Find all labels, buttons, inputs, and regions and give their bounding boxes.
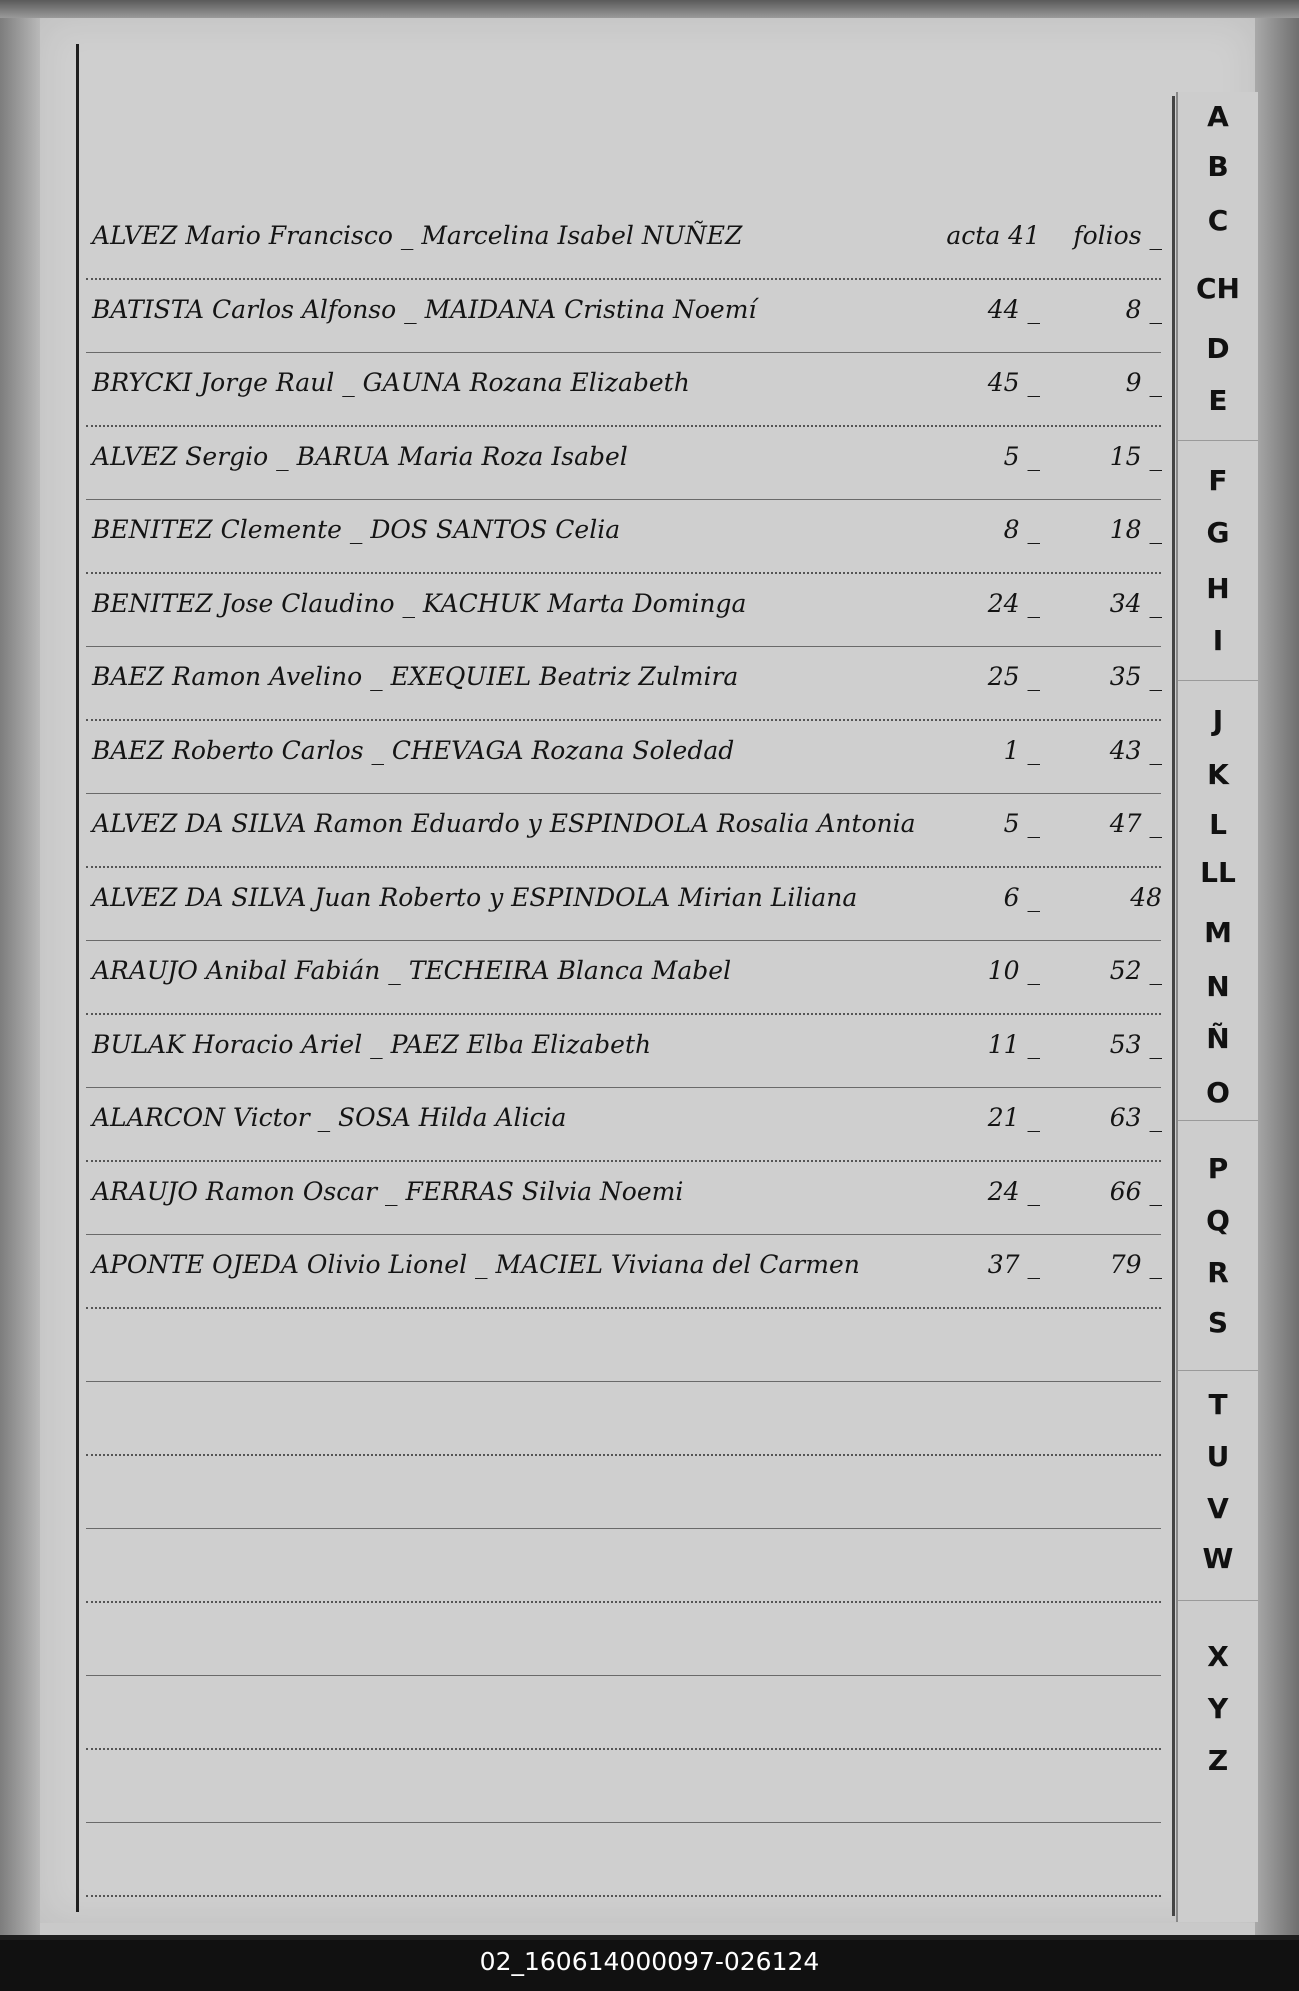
ruled-line	[86, 1528, 1161, 1529]
ruled-line	[86, 499, 1161, 500]
register-entry	[92, 220, 1162, 254]
alphabet-index-tabs	[1176, 92, 1258, 1922]
entry-acta-number: 5 _	[1003, 442, 1040, 471]
index-tab-letter[interactable]: Ñ	[1206, 1022, 1230, 1055]
ruled-line	[86, 793, 1161, 794]
register-entry	[92, 514, 1162, 548]
entry-folio-number: 34 _	[1109, 589, 1162, 618]
index-tab-letter[interactable]: T	[1208, 1388, 1228, 1421]
index-tab-letter[interactable]: V	[1207, 1492, 1229, 1525]
entry-names: BULAK Horacio Ariel _ PAEZ Elba Elizabeth	[92, 1030, 652, 1059]
index-tab-letter[interactable]: B	[1207, 150, 1229, 183]
entry-folio-number: 15 _	[1109, 442, 1162, 471]
index-tab-letter[interactable]: CH	[1196, 272, 1240, 305]
ruled-line	[86, 1454, 1161, 1456]
tab-separator	[1178, 440, 1258, 441]
entry-names: ARAUJO Ramon Oscar _ FERRAS Silvia Noemi	[92, 1177, 684, 1206]
register-entry	[92, 808, 1162, 842]
index-tab-letter[interactable]: Z	[1207, 1744, 1229, 1777]
entry-acta-number: 44 _	[987, 295, 1040, 324]
register-entry	[92, 1102, 1162, 1136]
register-entry	[92, 1249, 1162, 1283]
ruled-line	[86, 1895, 1161, 1897]
register-entry	[92, 661, 1162, 695]
entry-folio-number: 9 _	[1125, 368, 1162, 397]
index-tab-letter[interactable]: L	[1209, 808, 1227, 841]
entry-acta-number: 10 _	[987, 956, 1040, 985]
left-margin-line	[76, 44, 79, 1912]
ruled-line	[86, 1601, 1161, 1603]
entry-acta-number: 8 _	[1003, 515, 1040, 544]
entry-names: ALVEZ DA SILVA Juan Roberto y ESPINDOLA Mirian Liliana	[92, 883, 858, 912]
index-tab-letter[interactable]: N	[1206, 970, 1230, 1003]
index-tab-letter[interactable]: G	[1206, 516, 1230, 549]
ruled-line	[86, 719, 1161, 721]
entry-names: BAEZ Ramon Avelino _ EXEQUIEL Beatriz Zulmira	[92, 662, 739, 691]
entry-folio-number: 52 _	[1109, 956, 1162, 985]
register-entry	[92, 735, 1162, 769]
entry-acta-number: 24 _	[987, 589, 1040, 618]
ruled-line	[86, 1234, 1161, 1235]
index-tab-letter[interactable]: K	[1207, 758, 1229, 791]
index-tab-letter[interactable]: D	[1206, 332, 1230, 365]
tab-separator	[1178, 680, 1258, 681]
ruled-line	[86, 1160, 1161, 1162]
ruled-line	[86, 646, 1161, 647]
index-tab-letter[interactable]: J	[1212, 704, 1224, 737]
index-tab-letter[interactable]: Y	[1207, 1692, 1229, 1725]
entry-names: BAEZ Roberto Carlos _ CHEVAGA Rozana Soledad	[92, 736, 735, 765]
index-tab-letter[interactable]: H	[1206, 572, 1230, 605]
entry-names: ARAUJO Anibal Fabián _ TECHEIRA Blanca Mabel	[92, 956, 732, 985]
entry-folio-number: 8 _	[1125, 295, 1162, 324]
index-tab-letter[interactable]: LL	[1200, 856, 1236, 889]
ruled-line	[86, 572, 1161, 574]
index-tab-letter[interactable]: C	[1207, 204, 1229, 237]
ruled-line	[86, 1307, 1161, 1309]
entry-folio-number: 53 _	[1109, 1030, 1162, 1059]
register-entry	[92, 588, 1162, 622]
ruled-line	[86, 940, 1161, 941]
ruled-line	[86, 1822, 1161, 1823]
tab-column-divider	[1172, 96, 1175, 1916]
entry-acta-number: acta 41	[946, 221, 1040, 250]
entry-acta-number: 45 _	[987, 368, 1040, 397]
index-tab-letter[interactable]: S	[1207, 1306, 1229, 1339]
entry-folio-number: folios _	[1073, 221, 1162, 250]
ruled-line	[86, 352, 1161, 353]
index-tab-letter[interactable]: Q	[1206, 1204, 1230, 1237]
ruled-line	[86, 1013, 1161, 1015]
index-tab-letter[interactable]: I	[1212, 624, 1224, 657]
index-tab-letter[interactable]: P	[1207, 1152, 1229, 1185]
register-entry	[92, 955, 1162, 989]
tab-separator	[1178, 1600, 1258, 1601]
entry-acta-number: 24 _	[987, 1177, 1040, 1206]
entry-acta-number: 11 _	[987, 1030, 1040, 1059]
ruled-line	[86, 1087, 1161, 1088]
register-entry	[92, 1029, 1162, 1063]
tab-separator	[1178, 1370, 1258, 1371]
index-tab-letter[interactable]: O	[1206, 1076, 1230, 1109]
register-entry	[92, 882, 1162, 916]
entry-names: APONTE OJEDA Olivio Lionel _ MACIEL Viviana del Carmen	[92, 1250, 860, 1279]
binding-top-strip	[0, 0, 1299, 18]
index-tab-letter[interactable]: F	[1208, 464, 1228, 497]
index-tab-letter[interactable]: A	[1207, 100, 1229, 133]
index-tab-letter[interactable]: M	[1204, 916, 1232, 949]
entry-folio-number: 79 _	[1109, 1250, 1162, 1279]
register-entry	[92, 294, 1162, 328]
ruled-line	[86, 1748, 1161, 1750]
register-entry	[92, 441, 1162, 475]
entry-folio-number: 66 _	[1109, 1177, 1162, 1206]
book-spine-edge	[0, 18, 40, 1935]
index-tab-letter[interactable]: U	[1206, 1440, 1230, 1473]
entry-acta-number: 5 _	[1003, 809, 1040, 838]
ruled-line	[86, 866, 1161, 868]
entry-names: ALVEZ Sergio _ BARUA Maria Roza Isabel	[92, 442, 628, 471]
index-tab-letter[interactable]: R	[1207, 1256, 1229, 1289]
index-tab-letter[interactable]: X	[1207, 1640, 1229, 1673]
entry-names: ALVEZ Mario Francisco _ Marcelina Isabel NUÑEZ	[92, 221, 743, 250]
ruled-line	[86, 1675, 1161, 1676]
entry-names: ALVEZ DA SILVA Ramon Eduardo y ESPINDOLA Rosalia Antonia	[92, 809, 916, 838]
entry-acta-number: 25 _	[987, 662, 1040, 691]
index-tab-letter[interactable]: W	[1202, 1542, 1234, 1575]
ruled-line	[86, 278, 1161, 280]
entry-names: BRYCKI Jorge Raul _ GAUNA Rozana Elizabeth	[92, 368, 690, 397]
entry-names: ALARCON Victor _ SOSA Hilda Alicia	[92, 1103, 567, 1132]
entry-folio-number: 63 _	[1109, 1103, 1162, 1132]
register-entry	[92, 1176, 1162, 1210]
entry-acta-number: 6 _	[1003, 883, 1040, 912]
ruled-line	[86, 1381, 1161, 1382]
entry-folio-number: 35 _	[1109, 662, 1162, 691]
entry-acta-number: 1 _	[1003, 736, 1040, 765]
entry-names: BATISTA Carlos Alfonso _ MAIDANA Cristina Noemí	[92, 295, 757, 324]
image-caption: 02_160614000097-026124	[0, 1940, 1299, 1991]
entry-folio-number: 48	[1130, 883, 1162, 912]
entry-folio-number: 47 _	[1109, 809, 1162, 838]
page-edge-right	[1255, 18, 1299, 1935]
index-tab-letter[interactable]: E	[1208, 384, 1228, 417]
entry-names: BENITEZ Jose Claudino _ KACHUK Marta Dominga	[92, 589, 747, 618]
entry-names: BENITEZ Clemente _ DOS SANTOS Celia	[92, 515, 621, 544]
entry-folio-number: 43 _	[1109, 736, 1162, 765]
entry-folio-number: 18 _	[1109, 515, 1162, 544]
entry-acta-number: 21 _	[987, 1103, 1040, 1132]
entry-acta-number: 37 _	[987, 1250, 1040, 1279]
ruled-line	[86, 425, 1161, 427]
tab-separator	[1178, 1120, 1258, 1121]
register-entry	[92, 367, 1162, 401]
